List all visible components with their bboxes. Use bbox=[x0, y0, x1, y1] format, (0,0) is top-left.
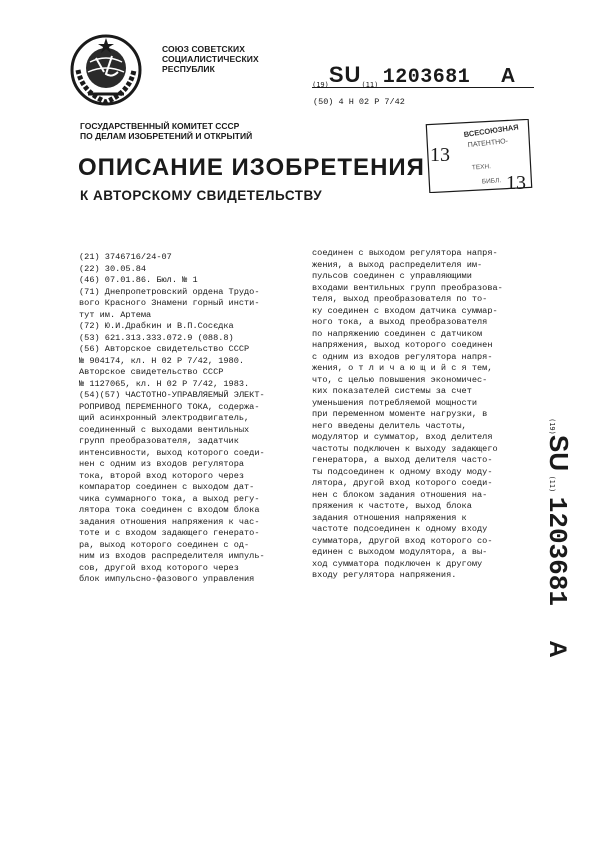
text-line: него введены делитель частоты, bbox=[312, 420, 467, 431]
kind-code: A bbox=[500, 65, 516, 87]
text-line: (22) 30.05.84 bbox=[79, 263, 147, 274]
text-line: с одним из входов регулятора напря- bbox=[312, 351, 493, 362]
text-line: входу регулятора напряжения. bbox=[312, 570, 457, 580]
text-line: лятора, другой вход которого соеди- bbox=[312, 478, 493, 488]
text-line: модулятор и сумматор, вход делителя bbox=[312, 432, 493, 442]
org-line: СОЮЗ СОВЕТСКИХ bbox=[162, 44, 246, 54]
text-line: № 1127065, кл. Н 02 Р 7/42, 1983. bbox=[79, 378, 250, 389]
text-line: ход сумматора подключен к другому bbox=[312, 558, 483, 569]
text-line: (46) 07.01.86. Бюл. № 1 bbox=[79, 275, 198, 285]
text-line: (72) Ю.И.Драбкин и В.П.Сосєдка bbox=[79, 321, 234, 331]
ussr-emblem-icon bbox=[68, 32, 144, 108]
patent-number: 1203681 bbox=[382, 66, 471, 89]
text-line: единен с выходом модулятора, а вы- bbox=[312, 547, 488, 557]
stamp-line: БИБЛ. bbox=[481, 177, 502, 186]
stamp-line: ТЕХН. bbox=[471, 163, 492, 172]
text-line: чика суммарного тока, а выход регу- bbox=[79, 493, 260, 504]
committee-line: ГОСУДАРСТВЕННЫЙ КОМИТЕТ СССР bbox=[80, 121, 240, 131]
text-line: компаратор соединен с выходом дат- bbox=[79, 482, 255, 492]
code-11: (11) bbox=[548, 475, 556, 493]
text-line: задания отношения напряжения к bbox=[312, 512, 467, 523]
text-line: ку соединен с входом датчика суммар- bbox=[312, 305, 498, 316]
text-line: частоте подсоединен к одному входу bbox=[312, 524, 488, 534]
stamp-line: ПАТЕНТНО- bbox=[467, 137, 509, 150]
stamp-line: ВСЕСОЮЗНАЯ bbox=[463, 122, 520, 140]
text-line: (53) 621.313.333.072.9 (088.8) bbox=[79, 332, 234, 343]
text-line: лятора тока соединен с входом блока bbox=[79, 505, 260, 515]
kind-code: A bbox=[544, 640, 571, 658]
divider bbox=[312, 87, 534, 88]
text-line: интенсивности, выход которого соеди- bbox=[79, 447, 265, 458]
library-stamp bbox=[424, 119, 534, 193]
text-line: тоте и с входом задающего генерато- bbox=[79, 528, 260, 538]
text-line: ра, выход которого соединен с од- bbox=[79, 539, 250, 550]
org-line: СОЦИАЛИСТИЧЕСКИХ bbox=[162, 54, 259, 64]
text-line: пряжения к частоте, выход блока bbox=[312, 501, 472, 511]
text-line: пульсов соединен с управляющими bbox=[312, 271, 472, 281]
text-line: (21) 3746716/24-07 bbox=[79, 252, 172, 262]
text-line: при переменном моменте нагрузки, в bbox=[312, 409, 488, 419]
country-code: SU bbox=[544, 434, 574, 471]
text-line: тока, второй вход которого через bbox=[79, 470, 245, 481]
vertical-publication-number bbox=[541, 418, 577, 664]
text-line: соединенный с выходами вентильных bbox=[79, 424, 250, 435]
stamp-number-left: 13 bbox=[430, 144, 450, 166]
text-line: входами вентильных групп преобразова- bbox=[312, 282, 503, 293]
text-line: жения, о т л и ч а ю щ и й с я тем, bbox=[312, 363, 493, 373]
country-code: SU bbox=[328, 62, 362, 87]
text-line: частоты подключен к выходу задающего bbox=[312, 443, 498, 454]
text-line: сов, другой вход которого через bbox=[79, 562, 239, 573]
text-line: ких показателей системы за счет bbox=[312, 386, 472, 396]
text-line: вого Красного Знамени горный инсти- bbox=[79, 298, 260, 308]
org-line: РЕСПУБЛИК bbox=[162, 64, 215, 74]
code-19: (19) bbox=[548, 418, 556, 435]
text-line: жения, а выход распределителя им- bbox=[312, 259, 483, 270]
text-line: ного тока, а выход преобразователя bbox=[312, 317, 488, 327]
text-line: что, с целью повышения экономичес- bbox=[312, 374, 488, 385]
code-11: (11) bbox=[361, 81, 379, 89]
right-column bbox=[312, 248, 542, 582]
text-line: ты подсоединен к одному входу моду- bbox=[312, 466, 493, 477]
text-line: № 904174, кл. Н 02 Р 7/42, 1980. bbox=[79, 355, 245, 366]
text-line: Авторское свидетельство СССР bbox=[79, 367, 224, 377]
text-line: генератора, а выход делителя часто- bbox=[312, 455, 493, 465]
text-line: напряжения, выход которого соединен bbox=[312, 340, 493, 350]
text-line: нен с блоком задания отношения на- bbox=[312, 489, 488, 500]
left-column bbox=[79, 252, 299, 586]
text-line: (54)(57) ЧАСТОТНО-УПРАВЛЯЕМЫЙ ЭЛЕКТ- bbox=[79, 390, 265, 400]
committee-name bbox=[80, 121, 252, 141]
text-line: нен с одним из входов регулятора bbox=[79, 459, 245, 469]
code-19: (19) bbox=[312, 81, 329, 89]
text-line: по напряжению соединен с датчиком bbox=[312, 328, 483, 339]
stamp-number-right: 13 bbox=[506, 172, 526, 193]
text-line: блок импульсно-фазового управления bbox=[79, 574, 255, 584]
organization-name bbox=[162, 44, 259, 74]
text-line: групп преобразователя, задатчик bbox=[79, 436, 239, 446]
publication-number bbox=[312, 62, 516, 89]
document-subtitle: К АВТОРСКОМУ СВИДЕТЕЛЬСТВУ bbox=[80, 188, 323, 203]
text-line: уменьшения потребляемой мощности bbox=[312, 397, 478, 408]
text-line: щий асинхронный электродвигатель, bbox=[79, 413, 250, 423]
text-line: (56) Авторское свидетельство СССР bbox=[79, 344, 250, 354]
text-line: теля, выход преобразователя по то- bbox=[312, 294, 488, 304]
ipc-classification: (50) 4 Н 02 Р 7/42 bbox=[313, 97, 405, 107]
text-line: ним из входов распределителя импуль- bbox=[79, 551, 265, 561]
text-line: РОПРИВОД ПЕРЕМЕННОГО ТОКА, содержа- bbox=[79, 401, 260, 412]
patent-number: 1203681 bbox=[542, 496, 572, 606]
text-line: соединен с выходом регулятора напря- bbox=[312, 248, 498, 258]
text-line: задания отношения напряжения к час- bbox=[79, 516, 260, 527]
text-line: тут им. Артема bbox=[79, 309, 152, 320]
document-title: ОПИСАНИЕ ИЗОБРЕТЕНИЯ bbox=[78, 154, 425, 181]
text-line: сумматора, другой вход которого со- bbox=[312, 535, 493, 546]
committee-line: ПО ДЕЛАМ ИЗОБРЕТЕНИЙ И ОТКРЫТИЙ bbox=[80, 131, 253, 141]
text-line: (71) Днепропетровский ордена Трудо- bbox=[79, 286, 260, 297]
